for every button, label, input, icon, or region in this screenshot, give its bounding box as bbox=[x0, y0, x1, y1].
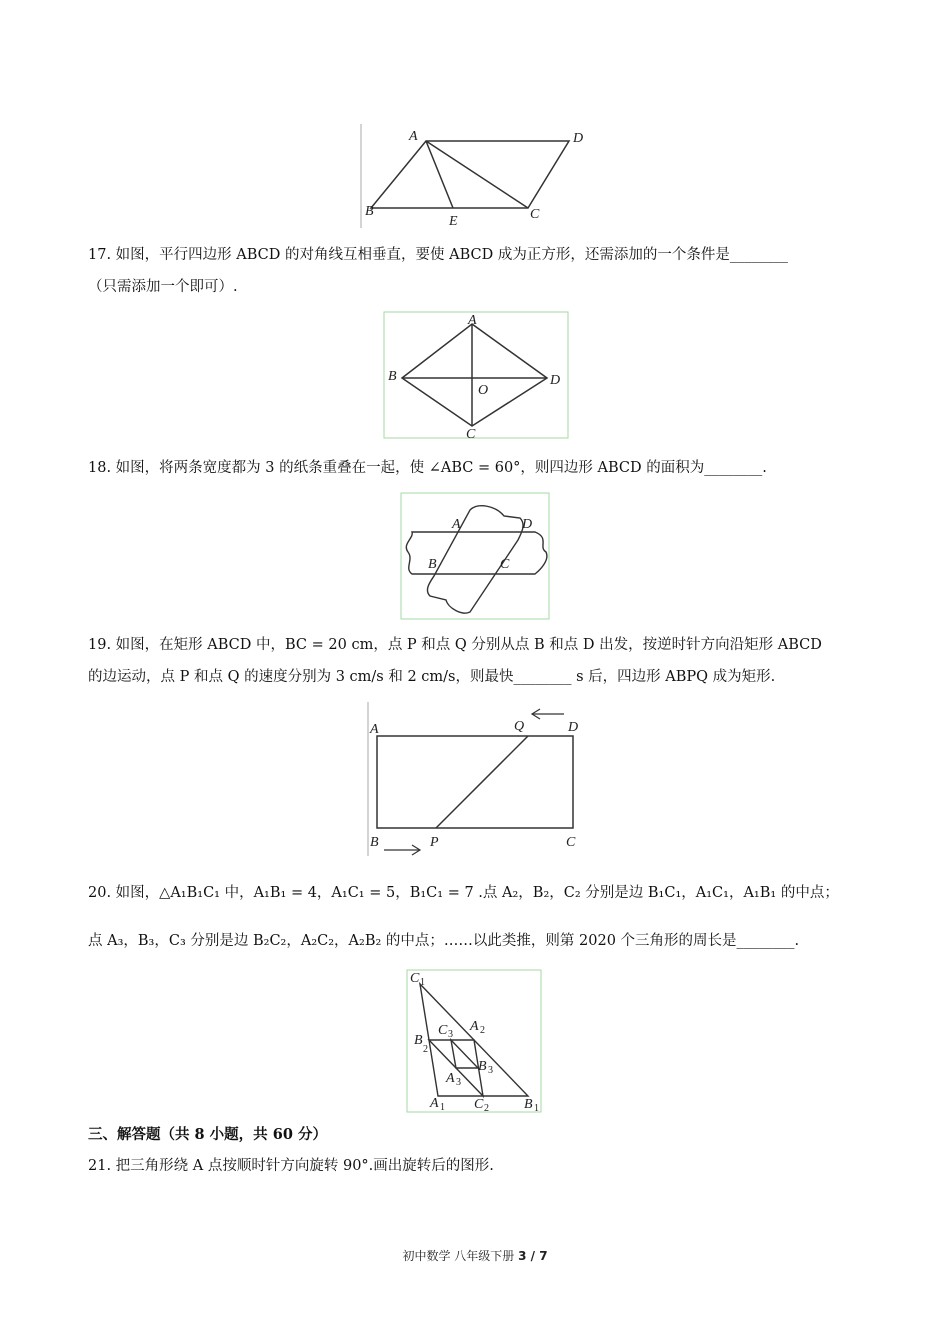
svg-text:3: 3 bbox=[488, 1065, 493, 1076]
label-c: C bbox=[500, 557, 510, 572]
q19-line1: 19. 如图，在矩形 ABCD 中，BC = 20 cm，点 P 和点 Q 分别从点 B 和点 D 出发，按逆时针方向沿矩形 ABCD bbox=[88, 637, 822, 653]
label-a2: A bbox=[470, 1019, 479, 1034]
label-b: B bbox=[428, 557, 437, 572]
label-c2: C bbox=[474, 1097, 484, 1112]
svg-text:2: 2 bbox=[484, 1103, 489, 1114]
label-b: B bbox=[388, 369, 397, 384]
label-p: P bbox=[430, 835, 439, 850]
svg-text:2: 2 bbox=[480, 1025, 485, 1036]
label-a: A bbox=[409, 129, 418, 144]
label-b: B bbox=[370, 835, 379, 850]
label-a: A bbox=[370, 722, 379, 737]
svg-text:1: 1 bbox=[440, 1102, 445, 1113]
label-d: D bbox=[522, 517, 533, 532]
label-d: D bbox=[550, 373, 561, 388]
page-footer bbox=[0, 1247, 950, 1264]
label-a: A bbox=[452, 517, 461, 532]
svg-text:1: 1 bbox=[534, 1103, 539, 1114]
svg-text:1: 1 bbox=[420, 977, 425, 988]
label-o: O bbox=[478, 383, 489, 398]
label-b: B bbox=[365, 204, 374, 219]
label-a: A bbox=[468, 313, 477, 328]
footer-subject: 初中数学 八年级下册 bbox=[402, 1249, 515, 1263]
q21-line1: 21. 把三角形绕 A 点按顺时针方向旋转 90°.画出旋转后的图形. bbox=[88, 1158, 494, 1174]
page-number: 3 / 7 bbox=[518, 1249, 548, 1263]
figure-rectangle bbox=[364, 700, 586, 858]
label-e: E bbox=[449, 214, 458, 229]
figure-parallelogram bbox=[355, 120, 595, 230]
label-a3: A bbox=[446, 1071, 455, 1086]
svg-text:2: 2 bbox=[423, 1044, 428, 1055]
label-c1: C bbox=[410, 971, 420, 986]
figure-nested-triangles bbox=[404, 968, 546, 1116]
figure-rhombus bbox=[382, 310, 572, 442]
label-d: D bbox=[568, 720, 579, 735]
label-q: Q bbox=[514, 719, 525, 734]
q18-line1: 18. 如图，将两条宽度都为 3 的纸条重叠在一起，使 ∠ABC = 60°，则四边形 ABCD 的面积为________. bbox=[88, 460, 767, 476]
label-c: C bbox=[530, 207, 540, 222]
section-title: 三、解答题（共 8 小题，共 60 分） bbox=[88, 1126, 327, 1143]
label-b1: B bbox=[524, 1097, 533, 1112]
label-b2: B bbox=[414, 1033, 423, 1048]
q20-line2: 点 A₃，B₃，C₃ 分别是边 B₂C₂，A₂C₂，A₂B₂ 的中点；……以此类推，则第 2020 个三角形的周长是________. bbox=[88, 933, 800, 949]
svg-text:3: 3 bbox=[448, 1029, 453, 1040]
label-b3: B bbox=[478, 1059, 487, 1074]
q20-line1: 20. 如图，△A₁B₁C₁ 中，A₁B₁ = 4，A₁C₁ = 5，B₁C₁ = 7 .点 A₂，B₂，C₂ 分别是边 B₁C₁，A₁C₁，A₁B₁ 的中点； bbox=[88, 885, 839, 901]
label-a1: A bbox=[430, 1096, 439, 1111]
label-c: C bbox=[466, 427, 476, 442]
q17-line1: 17. 如图，平行四边形 ABCD 的对角线互相垂直，要使 ABCD 成为正方形，还需添加的一个条件是________ bbox=[88, 247, 788, 263]
label-c: C bbox=[566, 835, 576, 850]
label-d: D bbox=[573, 131, 584, 146]
q17-line2: （只需添加一个即可）. bbox=[88, 279, 238, 295]
label-c3: C bbox=[438, 1023, 448, 1038]
q19-line2: 的边运动，点 P 和点 Q 的速度分别为 3 cm/s 和 2 cm/s，则最快________ s 后，四边形 ABPQ 成为矩形. bbox=[88, 669, 776, 685]
figure-paper-strips bbox=[400, 492, 552, 622]
svg-text:3: 3 bbox=[456, 1077, 461, 1088]
